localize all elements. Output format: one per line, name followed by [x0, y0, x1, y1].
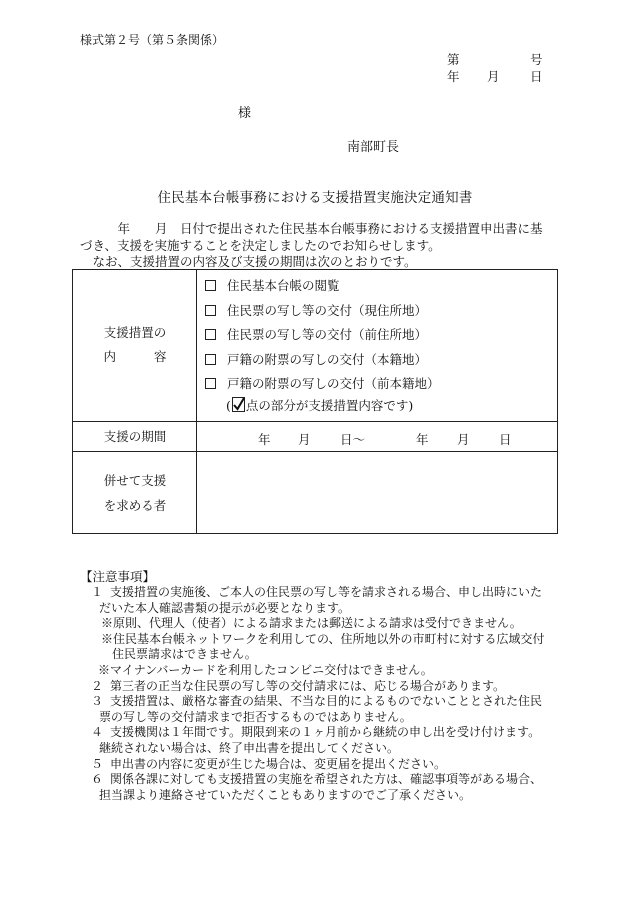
- note-3-line-2: 票の写し等の交付請求まで拒否するものではありません。: [99, 709, 412, 724]
- note-1-sub-2: [101, 632, 560, 663]
- measure-label-5: 戸籍の附票の写しの交付（前本籍地）: [227, 376, 440, 391]
- label-cell-content: [73, 270, 197, 421]
- checkbox[interactable]: [205, 378, 216, 389]
- checkbox[interactable]: [205, 280, 216, 291]
- note-item-4: [80, 725, 560, 756]
- period-cell[interactable]: [197, 422, 557, 451]
- note-number: ２: [91, 678, 104, 693]
- issue-date-year: 年: [447, 69, 460, 84]
- note-item-5: [80, 757, 560, 773]
- note-6-line-2: 担当課より連絡させていただくこともありますのでご了承ください。: [99, 787, 472, 802]
- label-period: 支援の期間: [103, 429, 167, 444]
- label-content-char1: 内: [103, 349, 116, 364]
- note-1-line-1: 支援措置の実施後、ご本人の住民票の写し等を請求される場合、申し出時にいた: [110, 585, 543, 599]
- note-1-sub-2-line-2: 住民票請求はできません。: [112, 647, 257, 662]
- period-start-year: 年: [258, 432, 271, 447]
- note-item-6: [80, 772, 560, 803]
- label-content-line1: 支援措置の: [103, 325, 167, 340]
- measure-item-1[interactable]: [205, 276, 340, 294]
- additional-persons-cell[interactable]: [197, 452, 557, 534]
- table-row-additional: [73, 452, 557, 534]
- checkbox[interactable]: [205, 305, 216, 316]
- notes-list: [80, 585, 560, 803]
- note-1-sub-3: ※マイナンバーカードを利用したコンビニ交付はできません。: [98, 662, 433, 677]
- note-6-line-1: 関係各課に対しても支援措置の実施を希望された方は、確認事項等がある場合、: [110, 772, 543, 787]
- notes-heading: 【注意事項】: [80, 569, 156, 584]
- label-cell-period: [73, 422, 197, 451]
- label-additional-line2: を求める者: [103, 498, 167, 513]
- support-measure-table: [72, 269, 558, 534]
- note-4-line-1: 支援機関は１年間です。期限到来の１ヶ月前から継続の申し出を受け付けます。: [110, 725, 541, 740]
- table-row-content: [73, 270, 557, 422]
- measure-label-2: 住民票の写し等の交付（現住所地）: [227, 303, 428, 318]
- body-line-1: 年 月 日付で提出された住民基本台帳事務における支援措置申出書に基: [80, 221, 543, 236]
- body-line-3: なお、支援措置の内容及び支援の期間は次のとおりです。: [80, 254, 417, 269]
- measure-label-4: 戸籍の附票の写しの交付（本籍地）: [227, 352, 428, 367]
- issue-date-month: 月: [487, 69, 500, 84]
- note-5-line-1: 申出書の内容に変更が生じた場合は、変更届を提出ください。: [110, 756, 447, 771]
- note-3-line-1: 支援措置は、厳格な審査の結果、不当な目的によるものでないこととされた住民: [110, 694, 543, 709]
- measure-label-3: 住民票の写し等の交付（前住所地）: [227, 327, 428, 342]
- label-content-line2: [73, 346, 197, 368]
- period-end-day: 日: [499, 432, 512, 447]
- recipient: 様: [238, 106, 252, 121]
- measure-label-1: 住民基本台帳の閲覧: [227, 278, 340, 293]
- note-number: ３: [91, 694, 104, 709]
- checkbox[interactable]: [205, 354, 216, 365]
- measure-item-3[interactable]: [205, 325, 427, 343]
- note-number: １: [91, 585, 104, 599]
- checkmark-note: [226, 396, 413, 414]
- issuer: 南部町長: [347, 140, 400, 155]
- note-number: ５: [91, 756, 104, 771]
- body-line-2: づき、支援を実施することを決定しましたのでお知らせします。: [80, 237, 441, 253]
- form-number: 様式第２号（第５条関係）: [80, 33, 225, 47]
- period-end-month: 月: [457, 432, 470, 447]
- period-line: [197, 430, 557, 446]
- note-1-sub-1: ※原則、代理人（使者）による請求または郵送による請求は受付できません。: [101, 616, 522, 631]
- issue-date-day: 日: [530, 69, 543, 84]
- note-2-line-1: 第三者の正当な住民票の写し等の交付請求には、応じる場合があります。: [110, 678, 506, 693]
- document-title: 住民基本台帳事務における支援措置実施決定通知書: [157, 190, 473, 206]
- note-4-line-2: 継続されない場合は、終了申出書を提出してください。: [99, 740, 400, 755]
- note-item-2: [80, 679, 560, 695]
- measure-item-2[interactable]: [205, 301, 427, 319]
- table-row-period: [73, 422, 557, 452]
- measure-list: [197, 270, 557, 421]
- checkmark-icon: [232, 397, 245, 412]
- note-1-line-2: だいた本人確認書類の提示が必要となります。: [99, 600, 351, 615]
- note-1-sub-2-line-1: ※住民基本台帳ネットワークを利用しての、住所地以外の市町村に対する広域交付: [101, 631, 545, 646]
- checkbox[interactable]: [205, 329, 216, 340]
- measure-item-5[interactable]: [205, 374, 440, 392]
- period-start-month: 月: [298, 432, 311, 447]
- document-number-suffix: 号: [530, 52, 543, 67]
- note-text: 点の部分が支援措置内容です): [245, 398, 414, 413]
- label-cell-additional: [73, 452, 197, 534]
- body-paragraph: [80, 221, 560, 271]
- measure-item-4[interactable]: [205, 350, 427, 368]
- note-open-paren: (: [226, 398, 231, 413]
- note-number: ４: [91, 725, 104, 740]
- period-start-day: 日〜: [340, 432, 366, 447]
- period-end-year: 年: [416, 432, 429, 447]
- note-item-1: [80, 585, 560, 679]
- document-number-label: 第: [447, 52, 460, 67]
- label-additional-line1: 併せて支援: [103, 473, 167, 488]
- note-item-3: [80, 694, 560, 725]
- note-number: ６: [91, 772, 104, 787]
- label-content-char2: 容: [154, 349, 167, 364]
